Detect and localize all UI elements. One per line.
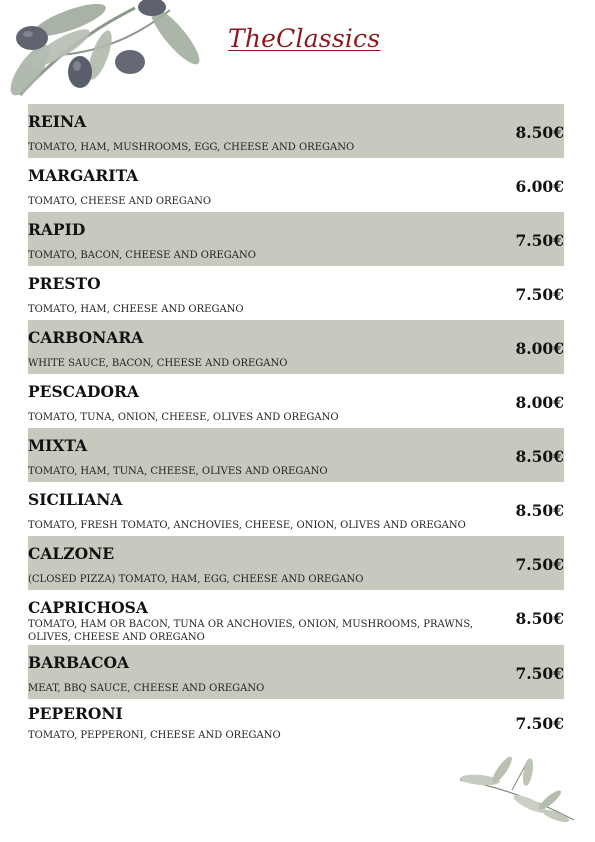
item-price: 7.50€ xyxy=(515,714,564,733)
pizza-menu xyxy=(28,104,564,753)
item-name: CALZONE xyxy=(28,544,115,563)
item-name: PEPERONI xyxy=(28,704,123,723)
page-title: TheClassics xyxy=(228,24,381,53)
item-description: MEAT, BBQ SAUCE, CHEESE AND OREGANO xyxy=(28,683,265,694)
menu-item xyxy=(28,536,564,590)
item-price: 8.00€ xyxy=(515,393,564,412)
item-name: REINA xyxy=(28,112,87,131)
item-name: RAPID xyxy=(28,220,86,239)
item-price: 7.50€ xyxy=(515,555,564,574)
item-description: TOMATO, HAM OR BACON, TUNA OR ANCHOVIES, ONION, MUSHROOMS, PRAWNS, OLIVES, CHEESE AND OREGANO xyxy=(28,619,474,643)
item-price: 7.50€ xyxy=(515,285,564,304)
menu-item xyxy=(28,590,564,645)
item-name: SICILIANA xyxy=(28,490,123,509)
menu-item xyxy=(28,212,564,266)
menu-item xyxy=(28,320,564,374)
item-description: TOMATO, FRESH TOMATO, ANCHOVIES, CHEESE, ONION, OLIVES AND OREGANO xyxy=(28,520,466,531)
item-description: WHITE SAUCE, BACON, CHEESE AND OREGANO xyxy=(28,358,288,369)
menu-item xyxy=(28,158,564,212)
item-price: 8.50€ xyxy=(515,609,564,628)
item-description: TOMATO, HAM, TUNA, CHEESE, OLIVES AND OREGANO xyxy=(28,466,328,477)
item-price: 8.50€ xyxy=(515,501,564,520)
item-name: PRESTO xyxy=(28,274,101,293)
item-price: 7.50€ xyxy=(515,664,564,683)
item-description: (CLOSED PIZZA) TOMATO, HAM, EGG, CHEESE AND OREGANO xyxy=(28,574,364,585)
item-name: MARGARITA xyxy=(28,166,139,185)
item-name: BARBACOA xyxy=(28,653,129,672)
item-description: TOMATO, TUNA, ONION, CHEESE, OLIVES AND OREGANO xyxy=(28,412,339,423)
menu-item xyxy=(28,645,564,699)
item-name: CAPRICHOSA xyxy=(28,598,148,617)
item-price: 8.50€ xyxy=(515,123,564,142)
item-description: TOMATO, HAM, MUSHROOMS, EGG, CHEESE AND OREGANO xyxy=(28,142,355,153)
item-name: CARBONARA xyxy=(28,328,144,347)
menu-item xyxy=(28,699,564,753)
item-description: TOMATO, PEPPERONI, CHEESE AND OREGANO xyxy=(28,730,281,741)
menu-item xyxy=(28,104,564,158)
item-price: 8.50€ xyxy=(515,447,564,466)
olive-branch-icon xyxy=(0,0,215,100)
menu-item xyxy=(28,374,564,428)
item-name: PESCADORA xyxy=(28,382,139,401)
item-description: TOMATO, HAM, CHEESE AND OREGANO xyxy=(28,304,244,315)
item-name: MIXTA xyxy=(28,436,88,455)
leaf-sprig-icon xyxy=(452,748,582,828)
item-price: 8.00€ xyxy=(515,339,564,358)
item-price: 7.50€ xyxy=(515,231,564,250)
menu-item xyxy=(28,482,564,536)
menu-item xyxy=(28,266,564,320)
item-description: TOMATO, BACON, CHEESE AND OREGANO xyxy=(28,250,256,261)
menu-item xyxy=(28,428,564,482)
item-price: 6.00€ xyxy=(515,177,564,196)
item-description: TOMATO, CHEESE AND OREGANO xyxy=(28,196,212,207)
